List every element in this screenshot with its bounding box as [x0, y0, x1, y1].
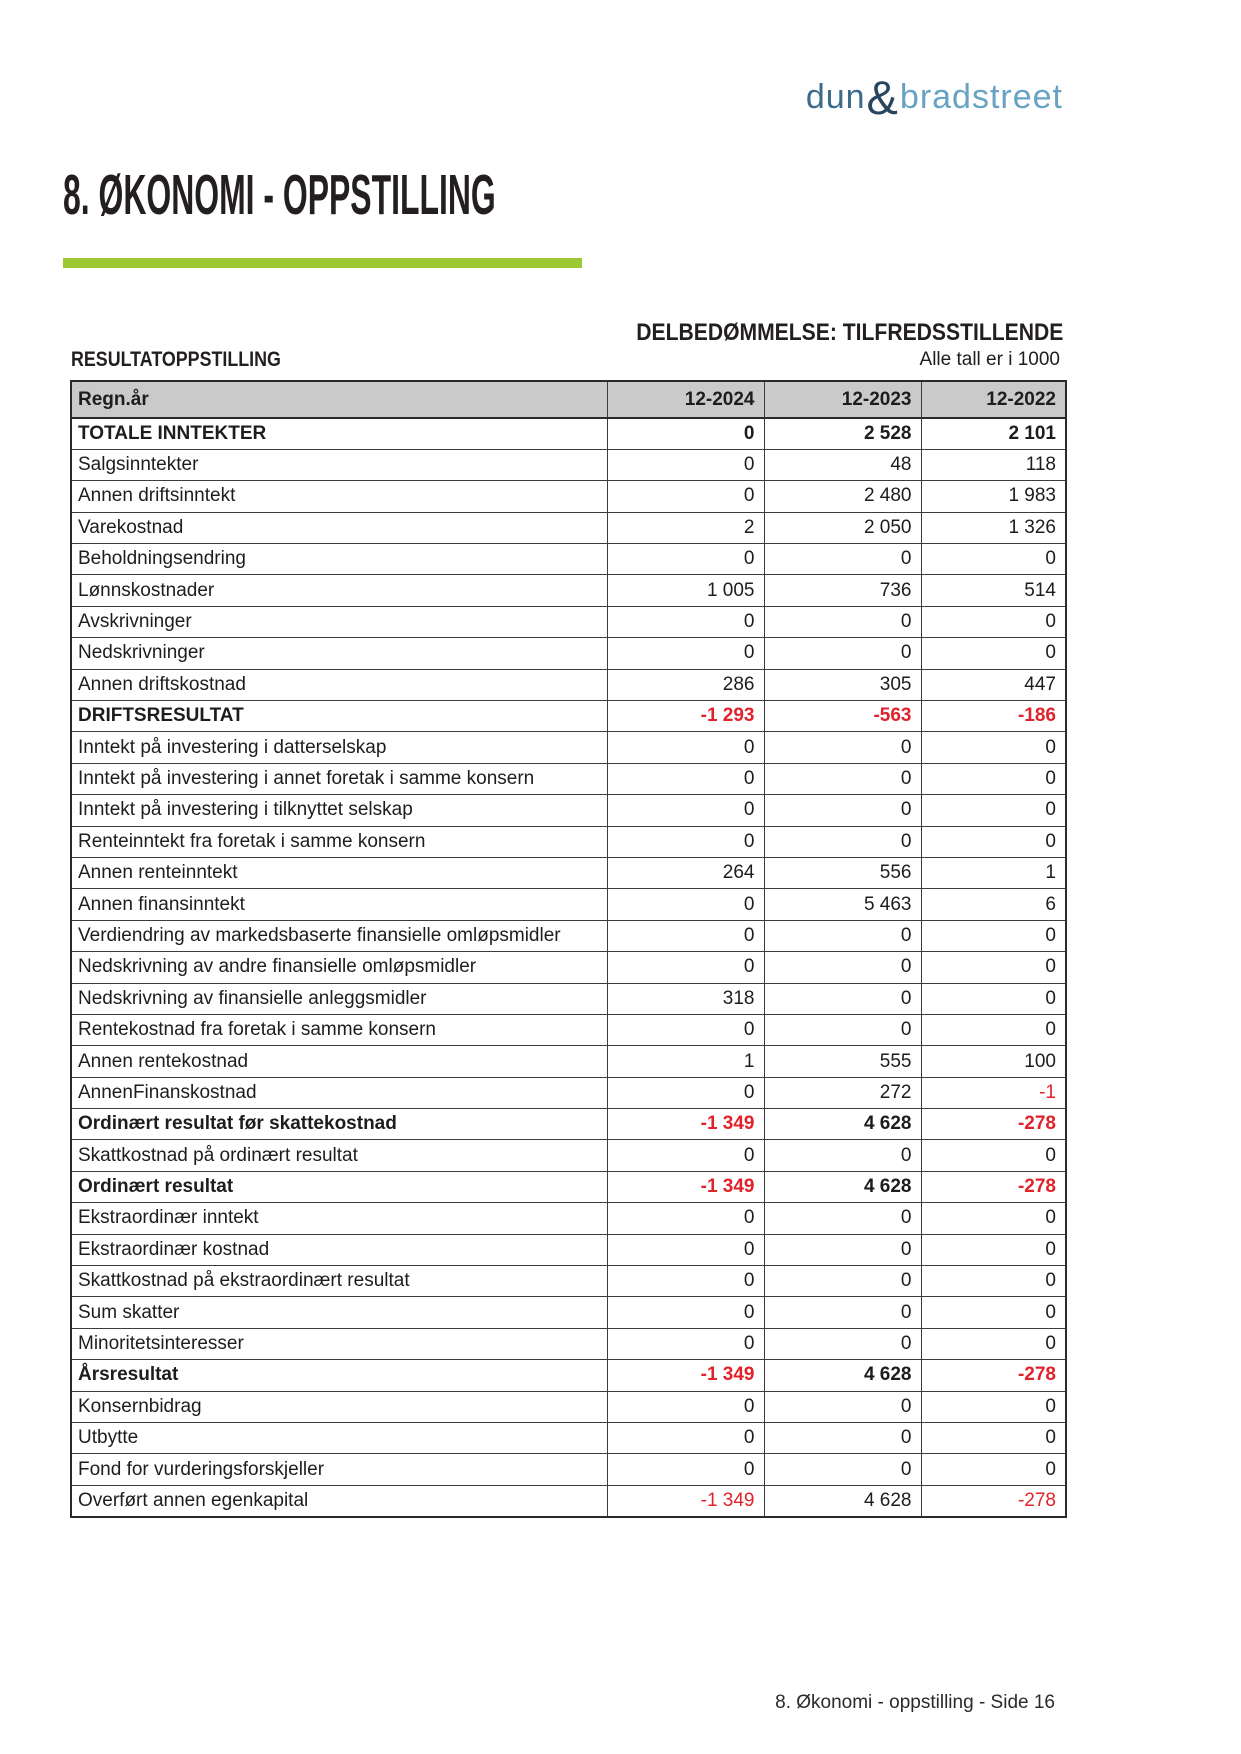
- cell-value: 4 628: [764, 1485, 921, 1516]
- cell-value: 0: [921, 1423, 1066, 1454]
- row-label: Ordinært resultat: [71, 1171, 607, 1202]
- table-row: [71, 481, 1066, 512]
- cell-value: 0: [921, 826, 1066, 857]
- row-label: Fond for vurderingsforskjeller: [71, 1454, 607, 1485]
- units-note: Alle tall er i 1000: [919, 349, 1060, 370]
- cell-value: 0: [921, 732, 1066, 763]
- row-label: TOTALE INNTEKTER: [71, 418, 607, 449]
- cell-value: 0: [607, 1014, 764, 1045]
- cell-value: 0: [764, 1328, 921, 1359]
- cell-value: 0: [607, 544, 764, 575]
- table-row: [71, 418, 1066, 449]
- table-row: [71, 1140, 1066, 1171]
- row-label: Avskrivninger: [71, 606, 607, 637]
- cell-value: 1 005: [607, 575, 764, 606]
- cell-value: 6: [921, 889, 1066, 920]
- cell-value: 0: [764, 638, 921, 669]
- cell-value: 2: [607, 512, 764, 543]
- cell-value: -278: [921, 1485, 1066, 1516]
- results-table: [70, 380, 1067, 1518]
- table-row: [71, 638, 1066, 669]
- cell-value: 2 528: [764, 418, 921, 449]
- cell-value: 0: [764, 1203, 921, 1234]
- cell-value: 514: [921, 575, 1066, 606]
- cell-value: 5 463: [764, 889, 921, 920]
- cell-value: 0: [921, 1266, 1066, 1297]
- cell-value: 736: [764, 575, 921, 606]
- cell-value: 0: [921, 638, 1066, 669]
- row-label: Annen driftsinntekt: [71, 481, 607, 512]
- assessment-heading: DELBEDØMMELSE: TILFREDSSTILLENDE: [635, 319, 1063, 346]
- cell-value: 305: [764, 669, 921, 700]
- cell-value: 0: [607, 1077, 764, 1108]
- row-label: Beholdningsendring: [71, 544, 607, 575]
- cell-value: 0: [764, 544, 921, 575]
- cell-value: 0: [764, 952, 921, 983]
- cell-value: 0: [607, 449, 764, 480]
- table-row: [71, 1203, 1066, 1234]
- cell-value: 0: [921, 1203, 1066, 1234]
- cell-value: 0: [764, 826, 921, 857]
- row-label: Salgsinntekter: [71, 449, 607, 480]
- cell-value: 0: [921, 606, 1066, 637]
- logo-ampersand-icon: &: [866, 71, 899, 124]
- cell-value: 555: [764, 1046, 921, 1077]
- cell-value: -1 349: [607, 1171, 764, 1202]
- cell-value: 0: [607, 1297, 764, 1328]
- cell-value: 0: [607, 763, 764, 794]
- column-header: 12-2023: [764, 381, 921, 418]
- row-label: Inntekt på investering i tilknyttet selskap: [71, 795, 607, 826]
- cell-value: 556: [764, 857, 921, 888]
- cell-value: 2 101: [921, 418, 1066, 449]
- table-row: [71, 575, 1066, 606]
- cell-value: 272: [764, 1077, 921, 1108]
- table-row: [71, 606, 1066, 637]
- row-label: Minoritetsinteresser: [71, 1328, 607, 1359]
- row-label: Ekstraordinær inntekt: [71, 1203, 607, 1234]
- cell-value: 118: [921, 449, 1066, 480]
- column-header: 12-2024: [607, 381, 764, 418]
- cell-value: 0: [607, 1391, 764, 1422]
- table-row: [71, 669, 1066, 700]
- cell-value: 0: [921, 920, 1066, 951]
- table-heading: RESULTATOPPSTILLING: [71, 348, 281, 371]
- cell-value: 0: [764, 795, 921, 826]
- column-header: Regn.år: [71, 381, 607, 418]
- table-row: [71, 1297, 1066, 1328]
- table-row: [71, 1046, 1066, 1077]
- cell-value: 48: [764, 449, 921, 480]
- cell-value: 0: [764, 1234, 921, 1265]
- cell-value: 0: [607, 920, 764, 951]
- table-row: [71, 1328, 1066, 1359]
- cell-value: 0: [921, 1014, 1066, 1045]
- row-label: Renteinntekt fra foretak i samme konsern: [71, 826, 607, 857]
- cell-value: -278: [921, 1360, 1066, 1391]
- cell-value: -186: [921, 701, 1066, 732]
- row-label: Rentekostnad fra foretak i samme konsern: [71, 1014, 607, 1045]
- title-accent-bar: [63, 258, 582, 268]
- cell-value: -563: [764, 701, 921, 732]
- column-header: 12-2022: [921, 381, 1066, 418]
- table-row: [71, 983, 1066, 1014]
- cell-value: 447: [921, 669, 1066, 700]
- cell-value: 0: [764, 606, 921, 637]
- table-row: [71, 1077, 1066, 1108]
- cell-value: 0: [764, 1391, 921, 1422]
- cell-value: 1: [921, 857, 1066, 888]
- table-row: [71, 701, 1066, 732]
- table-row: [71, 512, 1066, 543]
- logo-text-bradstreet: bradstreet: [899, 78, 1063, 116]
- cell-value: -278: [921, 1171, 1066, 1202]
- row-label: Verdiendring av markedsbaserte finansielle omløpsmidler: [71, 920, 607, 951]
- cell-value: 0: [607, 1140, 764, 1171]
- cell-value: -1 293: [607, 701, 764, 732]
- row-label: Inntekt på investering i datterselskap: [71, 732, 607, 763]
- cell-value: 0: [921, 763, 1066, 794]
- table-row: [71, 449, 1066, 480]
- cell-value: 1 983: [921, 481, 1066, 512]
- cell-value: 0: [607, 826, 764, 857]
- cell-value: 0: [764, 1297, 921, 1328]
- cell-value: 0: [921, 795, 1066, 826]
- cell-value: 0: [607, 1454, 764, 1485]
- page-title: 8. ØKONOMI - OPPSTILLING: [63, 163, 496, 227]
- row-label: DRIFTSRESULTAT: [71, 701, 607, 732]
- row-label: Konsernbidrag: [71, 1391, 607, 1422]
- cell-value: 2 480: [764, 481, 921, 512]
- row-label: Annen driftskostnad: [71, 669, 607, 700]
- cell-value: -1 349: [607, 1109, 764, 1140]
- cell-value: 0: [764, 732, 921, 763]
- cell-value: 100: [921, 1046, 1066, 1077]
- table-row: [71, 1485, 1066, 1516]
- table-row: [71, 1423, 1066, 1454]
- cell-value: 318: [607, 983, 764, 1014]
- cell-value: -1: [921, 1077, 1066, 1108]
- row-label: Nedskrivninger: [71, 638, 607, 669]
- cell-value: 0: [607, 732, 764, 763]
- row-label: Inntekt på investering i annet foretak i samme konsern: [71, 763, 607, 794]
- table-row: [71, 763, 1066, 794]
- table-row: [71, 732, 1066, 763]
- table-row: [71, 1454, 1066, 1485]
- table-row: [71, 544, 1066, 575]
- cell-value: 0: [607, 1328, 764, 1359]
- cell-value: 2 050: [764, 512, 921, 543]
- row-label: Nedskrivning av finansielle anleggsmidler: [71, 983, 607, 1014]
- row-label: Skattkostnad på ekstraordinært resultat: [71, 1266, 607, 1297]
- cell-value: 0: [921, 1391, 1066, 1422]
- cell-value: 0: [764, 1266, 921, 1297]
- table-row: [71, 952, 1066, 983]
- cell-value: 0: [607, 952, 764, 983]
- cell-value: 0: [921, 983, 1066, 1014]
- logo-text-dun: dun: [805, 78, 866, 116]
- cell-value: 0: [921, 1328, 1066, 1359]
- table-row: [71, 889, 1066, 920]
- row-label: Utbytte: [71, 1423, 607, 1454]
- cell-value: 0: [607, 481, 764, 512]
- cell-value: 0: [607, 606, 764, 637]
- cell-value: 0: [921, 1297, 1066, 1328]
- table-row: [71, 920, 1066, 951]
- table-row: [71, 1109, 1066, 1140]
- cell-value: 0: [607, 1423, 764, 1454]
- cell-value: 0: [764, 983, 921, 1014]
- table-row: [71, 1266, 1066, 1297]
- cell-value: 4 628: [764, 1360, 921, 1391]
- row-label: Ordinært resultat før skattekostnad: [71, 1109, 607, 1140]
- table-header-row: [71, 381, 1066, 418]
- cell-value: 0: [764, 920, 921, 951]
- row-label: Årsresultat: [71, 1360, 607, 1391]
- cell-value: 0: [607, 1203, 764, 1234]
- cell-value: 0: [607, 638, 764, 669]
- row-label: Annen rentekostnad: [71, 1046, 607, 1077]
- cell-value: -1 349: [607, 1485, 764, 1516]
- row-label: Overført annen egenkapital: [71, 1485, 607, 1516]
- cell-value: 1: [607, 1046, 764, 1077]
- row-label: Annen renteinntekt: [71, 857, 607, 888]
- cell-value: 4 628: [764, 1109, 921, 1140]
- cell-value: 0: [921, 952, 1066, 983]
- cell-value: 0: [607, 889, 764, 920]
- footer-page-label: 8. Økonomi - oppstilling - Side 16: [775, 1692, 1055, 1713]
- cell-value: -278: [921, 1109, 1066, 1140]
- cell-value: 286: [607, 669, 764, 700]
- cell-value: 0: [921, 1234, 1066, 1265]
- table-row: [71, 1171, 1066, 1202]
- row-label: Ekstraordinær kostnad: [71, 1234, 607, 1265]
- table-row: [71, 1391, 1066, 1422]
- table-row: [71, 857, 1066, 888]
- cell-value: 0: [764, 1014, 921, 1045]
- cell-value: -1 349: [607, 1360, 764, 1391]
- row-label: Nedskrivning av andre finansielle omløpsmidler: [71, 952, 607, 983]
- table-row: [71, 826, 1066, 857]
- dun-bradstreet-logo: [805, 71, 1063, 124]
- row-label: AnnenFinanskostnad: [71, 1077, 607, 1108]
- cell-value: 0: [921, 1140, 1066, 1171]
- table-row: [71, 1014, 1066, 1045]
- cell-value: 0: [764, 1454, 921, 1485]
- cell-value: 264: [607, 857, 764, 888]
- cell-value: 0: [764, 1140, 921, 1171]
- row-label: Varekostnad: [71, 512, 607, 543]
- cell-value: 0: [607, 1234, 764, 1265]
- cell-value: 0: [607, 795, 764, 826]
- table-row: [71, 1234, 1066, 1265]
- cell-value: 0: [764, 763, 921, 794]
- cell-value: 4 628: [764, 1171, 921, 1202]
- cell-value: 0: [607, 1266, 764, 1297]
- cell-value: 0: [764, 1423, 921, 1454]
- row-label: Sum skatter: [71, 1297, 607, 1328]
- row-label: Skattkostnad på ordinært resultat: [71, 1140, 607, 1171]
- table-row: [71, 795, 1066, 826]
- cell-value: 0: [921, 1454, 1066, 1485]
- cell-value: 0: [607, 418, 764, 449]
- row-label: Annen finansinntekt: [71, 889, 607, 920]
- table-row: [71, 1360, 1066, 1391]
- cell-value: 1 326: [921, 512, 1066, 543]
- row-label: Lønnskostnader: [71, 575, 607, 606]
- cell-value: 0: [921, 544, 1066, 575]
